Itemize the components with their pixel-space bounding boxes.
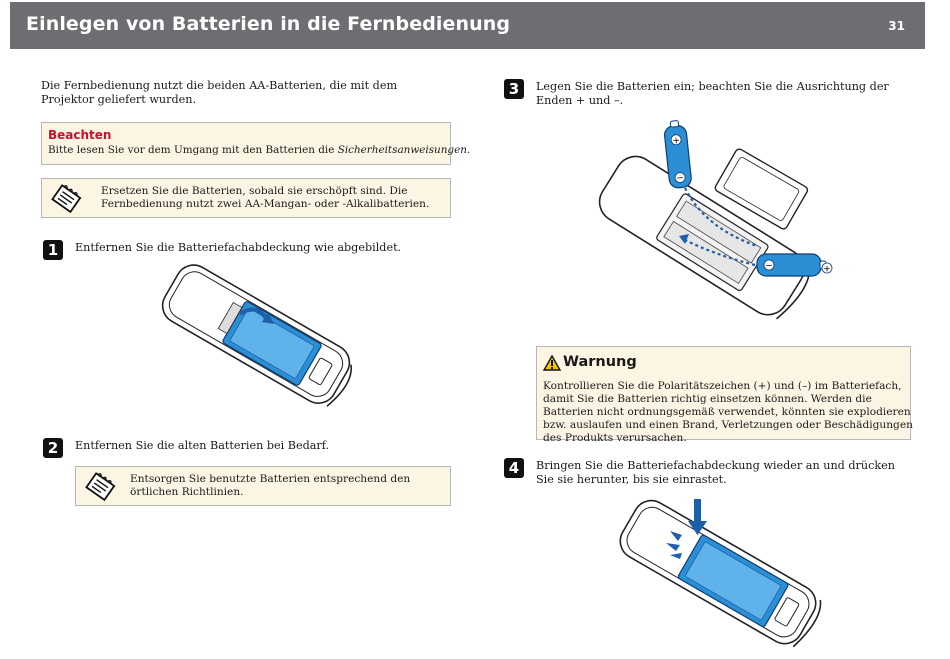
page-header	[10, 2, 925, 49]
step-1-number: 1	[43, 240, 63, 260]
remote-close-cover-illustration	[630, 495, 830, 645]
step-3-number: 3	[504, 79, 524, 99]
step-2-text: Entfernen Sie die alten Batterien bei Bedarf.	[75, 439, 330, 452]
svg-text:−: −	[675, 173, 685, 184]
remote-open-cover-illustration	[168, 262, 368, 422]
memo-icon	[83, 472, 117, 502]
safety-instructions-link[interactable]: Sicherheitsanweisungen	[337, 144, 467, 156]
memo-icon	[49, 184, 83, 214]
step-4-text: Bringen Sie die Batteriefachabdeckung wieder an und drücken Sie sie herunter, bis sie einrastet.	[536, 459, 895, 486]
memo-box-2	[75, 466, 451, 506]
intro-text: Die Fernbedienung nutzt die beiden AA-Batterien, die mit dem Projektor geliefert wurden.	[41, 79, 398, 106]
warning-box	[536, 346, 913, 444]
step-3-text: Legen Sie die Batterien ein; beachten Sie die Ausrichtung der Enden + und –.	[536, 80, 889, 107]
page-number: 31	[888, 19, 905, 33]
beachten-title: Beachten	[48, 128, 112, 142]
beachten-text: Bitte lesen Sie vor dem Umgang mit den Batterien die Sicherheitsanweisungen.	[48, 144, 471, 156]
warning-triangle-icon	[543, 355, 561, 371]
beachten-box	[41, 122, 471, 165]
step-2-number: 2	[43, 438, 63, 458]
warning-title: Warnung	[563, 354, 637, 370]
step-4-number: 4	[504, 458, 524, 478]
page-title: Einlegen von Batterien in die Fernbedienung	[26, 13, 511, 35]
battery-insertion-illustration	[605, 118, 845, 318]
step-1-text: Entfernen Sie die Batteriefachabdeckung wie abgebildet.	[75, 241, 402, 254]
memo-box-1	[41, 178, 451, 218]
warning-text: Kontrollieren Sie die Polaritätszeichen (+) und (–) im Batteriefach, damit Sie die Batterien richtig einsetzen können. Werden die Batterien nicht ordnungsgemäß verwendet, könnten sie explodieren bzw. auslaufen und einen Brand, Verletzungen oder Beschädigungen des Produkts verursachen.	[543, 380, 913, 444]
svg-text:+: +	[823, 264, 831, 275]
memo-text-2: Entsorgen Sie benutzte Batterien entsprechend den örtlichen Richtlinien.	[130, 473, 411, 498]
svg-text:+: +	[671, 135, 681, 147]
memo-text-1: Ersetzen Sie die Batterien, sobald sie erschöpft sind. Die Fernbedienung nutzt zwei AA-Mangan- oder -Alkalibatterien.	[101, 185, 430, 210]
svg-text:−: −	[765, 261, 773, 272]
press-arrow-icon	[694, 499, 701, 523]
